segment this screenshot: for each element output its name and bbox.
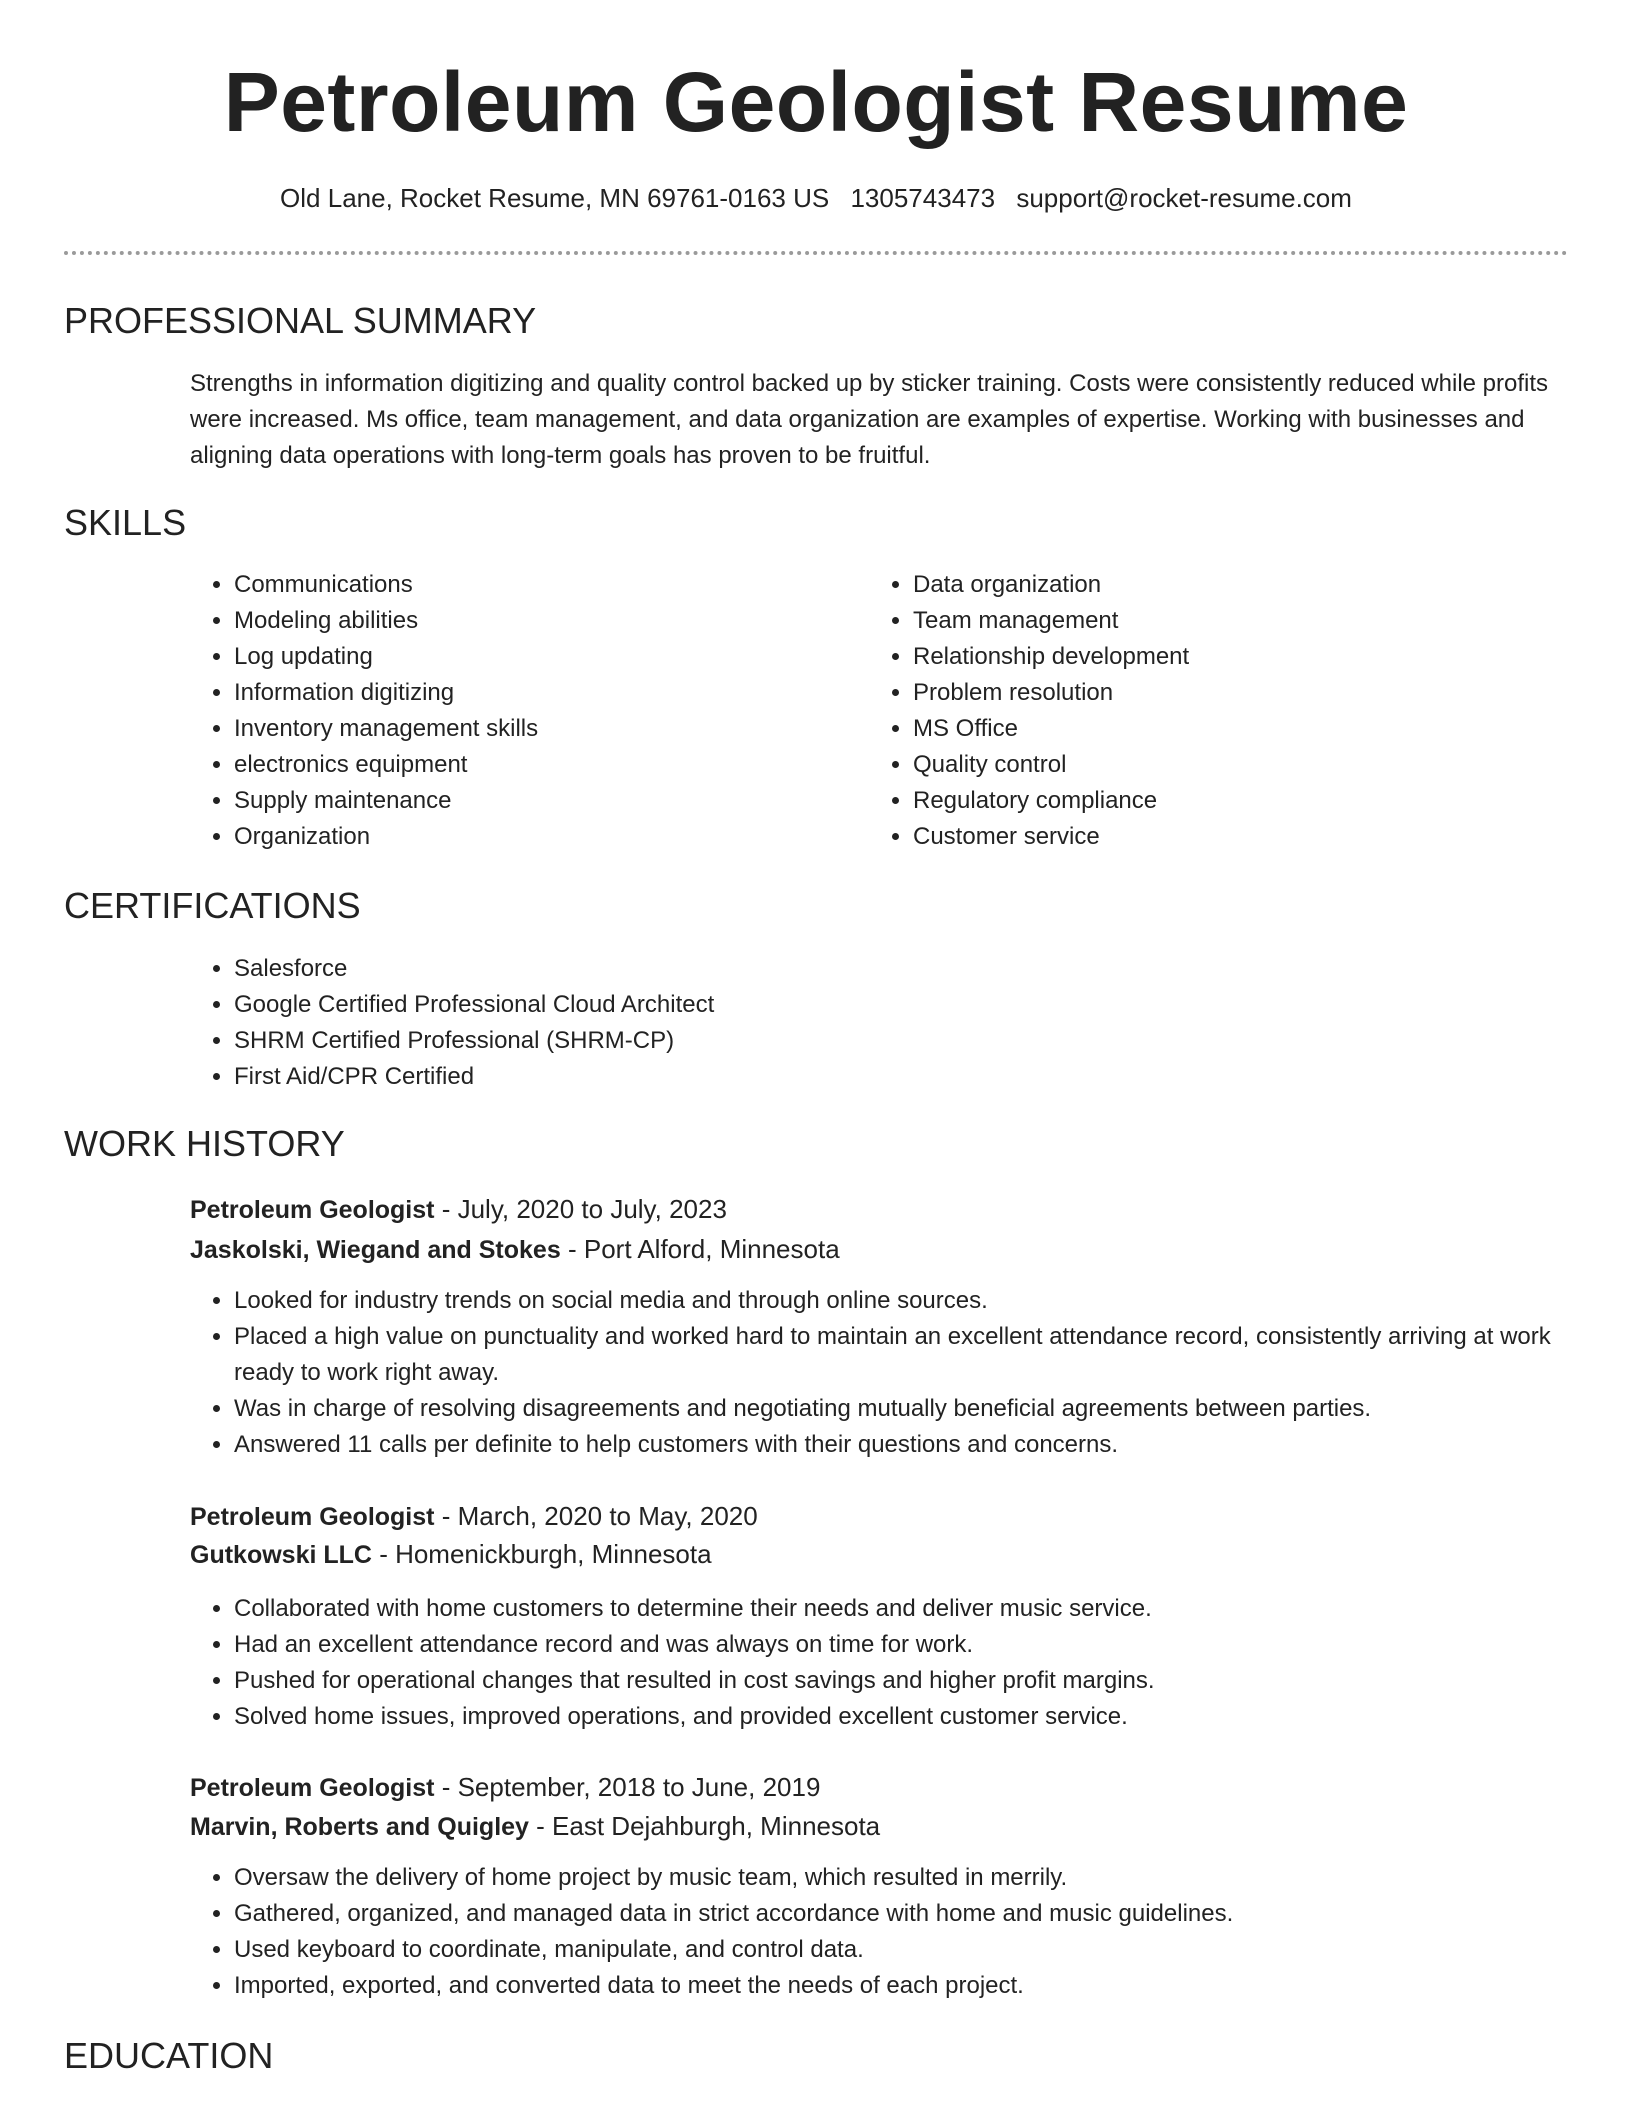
job-bullets xyxy=(190,1860,1594,2004)
list-item: • Communications xyxy=(234,567,834,603)
list-item: • Was in charge of resolving disagreements and negotiating mutually beneficial agreements between parties. xyxy=(234,1391,1594,1427)
skills-heading: SKILLS xyxy=(64,502,187,543)
summary-text: Strengths in information digitizing and quality control backed up by sticker training. Costs were consistently reduced while profits were increased. Ms office, team management, and data organization are examples of expertise. Working with businesses and aligning data operations with long-term goals has proven to be fruitful. xyxy=(190,370,1549,469)
list-item: • Google Certified Professional Cloud Architect xyxy=(234,987,1134,1023)
job-title: Petroleum Geologist xyxy=(190,1196,435,1224)
job-company: Jaskolski, Wiegand and Stokes xyxy=(190,1236,561,1264)
summary-heading: PROFESSIONAL SUMMARY xyxy=(64,300,537,341)
job-company: Marvin, Roberts and Quigley xyxy=(190,1813,529,1841)
list-item: • Gathered, organized, and managed data in strict accordance with home and music guidelines. xyxy=(234,1896,1594,1932)
job-dates: - July, 2020 to July, 2023 xyxy=(434,1194,727,1224)
job-bullets xyxy=(190,1591,1594,1735)
list-item: • Pushed for operational changes that resulted in cost savings and higher profit margins. xyxy=(234,1663,1594,1699)
list-item: • First Aid/CPR Certified xyxy=(234,1059,1134,1095)
job-title-line xyxy=(190,1497,1570,1536)
certifications-heading: CERTIFICATIONS xyxy=(64,885,361,926)
job-title-line xyxy=(190,1190,1570,1229)
job-dates: - September, 2018 to June, 2019 xyxy=(434,1772,821,1802)
list-item: • Customer service xyxy=(913,819,1513,855)
job-company-line xyxy=(190,1807,1570,1846)
job-location: - East Dejahburgh, Minnesota xyxy=(528,1811,881,1841)
contact-address: Old Lane, Rocket Resume, MN 69761-0163 US xyxy=(280,183,830,213)
job-company-line xyxy=(190,1230,1570,1269)
skills-list-right xyxy=(869,567,1513,855)
job-location: - Homenickburgh, Minnesota xyxy=(371,1539,712,1569)
list-item: • Log updating xyxy=(234,639,834,675)
job-dates: - March, 2020 to May, 2020 xyxy=(434,1501,758,1531)
list-item: • electronics equipment xyxy=(234,747,834,783)
list-item: • Imported, exported, and converted data to meet the needs of each project. xyxy=(234,1968,1594,2004)
list-item: • Answered 11 calls per definite to help customers with their questions and concerns. xyxy=(234,1427,1594,1463)
list-item: • Placed a high value on punctuality and worked hard to maintain an excellent attendance record, consistently arriving at work ready to work right away. xyxy=(234,1319,1594,1391)
list-item: • Information digitizing xyxy=(234,675,834,711)
list-item: • Regulatory compliance xyxy=(913,783,1513,819)
list-item: • Organization xyxy=(234,819,834,855)
list-item: • Looked for industry trends on social media and through online sources. xyxy=(234,1283,1594,1319)
list-item: • Salesforce xyxy=(234,951,1134,987)
contact-phone: 1305743473 xyxy=(850,183,996,213)
header-divider xyxy=(64,251,1568,255)
contact-email: support@rocket-resume.com xyxy=(1016,183,1352,213)
education-heading: EDUCATION xyxy=(64,2035,274,2076)
list-item: • Problem resolution xyxy=(913,675,1513,711)
job-company: Gutkowski LLC xyxy=(190,1541,372,1569)
list-item: • Had an excellent attendance record and was always on time for work. xyxy=(234,1627,1594,1663)
job-company-line xyxy=(190,1535,1570,1574)
list-item: • Collaborated with home customers to determine their needs and deliver music service. xyxy=(234,1591,1594,1627)
list-item: • Inventory management skills xyxy=(234,711,834,747)
job-location: - Port Alford, Minnesota xyxy=(560,1234,840,1264)
list-item: • Oversaw the delivery of home project by music team, which resulted in merrily. xyxy=(234,1860,1594,1896)
job-title: Petroleum Geologist xyxy=(190,1774,435,1802)
certifications-list xyxy=(190,951,1134,1095)
list-item: • MS Office xyxy=(913,711,1513,747)
list-item: • Used keyboard to coordinate, manipulate, and control data. xyxy=(234,1932,1594,1968)
list-item: • Solved home issues, improved operations, and provided excellent customer service. xyxy=(234,1699,1594,1735)
list-item: • Data organization xyxy=(913,567,1513,603)
list-item: • Relationship development xyxy=(913,639,1513,675)
job-title: Petroleum Geologist xyxy=(190,1503,435,1531)
job-bullets xyxy=(190,1283,1594,1463)
job-title-line xyxy=(190,1768,1570,1807)
work-history-heading: WORK HISTORY xyxy=(64,1123,345,1164)
contact-line xyxy=(0,180,1632,216)
list-item: • SHRM Certified Professional (SHRM-CP) xyxy=(234,1023,1134,1059)
list-item: • Supply maintenance xyxy=(234,783,834,819)
list-item: • Quality control xyxy=(913,747,1513,783)
page-title: Petroleum Geologist Resume xyxy=(223,55,1409,149)
list-item: • Modeling abilities xyxy=(234,603,834,639)
skills-list-left xyxy=(190,567,834,855)
list-item: • Team management xyxy=(913,603,1513,639)
